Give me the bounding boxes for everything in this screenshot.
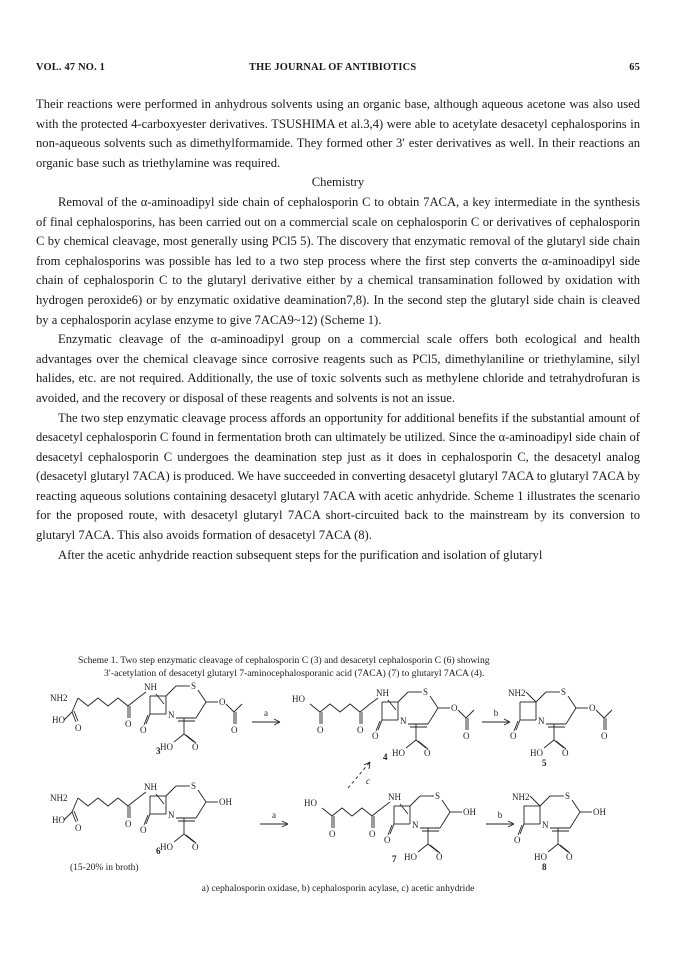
ester-o-label: O [219,697,226,707]
arrow-head [282,821,288,824]
carbonyl-o-label: O [140,725,147,735]
arrow-head [274,722,280,725]
carboxyl-ho-label: HO [160,842,173,852]
chain-o-label: O [75,823,82,833]
bond-line [540,796,550,806]
running-header [36,62,640,78]
carbonyl-o-label: O [514,835,521,845]
bond-chain [78,798,138,806]
arrow-label-b: b [497,810,503,820]
amine-label: NH2 [512,792,530,802]
reaction-scheme [30,680,650,880]
bond-line [570,812,580,828]
ring-n-label: N [538,716,545,726]
sulfur-label: S [561,687,567,697]
scheme-caption-line-1: Scheme 1. Two step enzymatic cleavage of cephalosporin C (3) and desacetyl cephalosporin C (6) showing [78,655,490,666]
bond-line [558,844,568,852]
ring-n-label: N [168,810,175,820]
scheme-footnote: a) cephalosporin oxidase, b) cephalosporin acylase, c) acetic anhydride [201,883,475,894]
carbonyl-o-label: O [510,731,517,741]
bond-line [530,796,540,806]
amine-label: NH2 [50,793,68,803]
ring-n-label: N [542,820,549,830]
carboxyl-o-label: O [562,748,569,758]
bond-line [388,700,396,710]
carbonyl-o-label: O [384,835,391,845]
bond-line [226,704,234,712]
ring-n-label: N [400,716,407,726]
reaction-scheme-svg [30,680,650,880]
carbonyl-o-label: O [372,731,379,741]
carboxyl-ho-label: HO [534,852,547,862]
arrow-head [274,719,280,722]
bond-line [428,844,438,852]
amide-o-label: O [357,725,364,735]
bond-chain [310,704,370,712]
bond-line [416,740,426,748]
acid-ho-label: HO [304,798,317,808]
bond-line [64,712,72,720]
carboxyl-ho-label: HO [392,748,405,758]
bond-line [198,790,206,802]
ester-carbonyl-o-label: O [231,725,238,735]
carbonyl-o-label: O [140,825,147,835]
bond-chain [322,808,382,816]
carboxyl-o-label: O [436,852,443,862]
carboxyl-o-label: O [566,852,573,862]
bond-chain [78,698,138,706]
acid-o-label: O [329,829,336,839]
arrow-head [508,821,514,824]
amide-o-label: O [125,819,132,829]
bond-line [196,702,206,718]
ester-carbonyl-o-label: O [463,731,470,741]
bond-line [596,710,604,718]
paragraph-4: The two step enzymatic cleavage process affords an opportunity for additional benefits if the substantial amount of desacetyl cephalosporin C found in fermentation broth can ultimately be utilized. Since the α-aminoadipyl side chain of desacetyl cephalosporin C undergoes the deamination step just as it does in cephalosporin C, the desacetyl analog (desacetyl glutaryl 7ACA) is produced. We have succeeded in converting desacetyl glutaryl 7ACA to glutaryl 7ACA by reacting aqueous solutions containing desacetyl glutaryl 7ACA with acetic anhydride. Scheme 1 illustrates the scenario for the proposed route, with desacetyl glutaryl 7ACA short-circuited back to the mainstream by its conversion to glutaryl 7ACA. This also avoids formation of desacetyl 7ACA (8). [36,410,640,543]
carboxyl-ho-label: HO [160,742,173,752]
sulfur-label: S [565,791,571,801]
arrow-head [504,719,510,722]
amide-nh-label: NH [144,682,157,692]
bond-line [548,844,558,852]
bond-line [138,692,146,698]
bond-line [604,710,612,718]
sulfur-label: S [423,687,429,697]
carboxyl-o-label: O [192,842,199,852]
ester-carbonyl-o-label: O [601,731,608,741]
compound-number-5: 5 [542,758,547,768]
amide-nh-label: NH [376,688,389,698]
bond-line [410,796,420,806]
bond-line [458,710,466,718]
arrow-head [504,722,510,725]
bond-line [198,690,206,702]
bond-line [440,812,450,828]
bond-line [418,844,428,852]
bond-line [442,800,450,812]
paragraph-2: Removal of the α-aminoadipyl side chain of cephalosporin C to obtain 7ACA, a key intermediate in the synthesis of final cephalosporins, has been carried out on a commercial scale on cephalosporin C or derivatives of cephalosporin C by chemical cleavage, most generally using PCl5 5). The discovery that enzymatic removal of the glutaryl side chain from cephalosporins was possible has led to a two step process where the first step converts the α-aminoadipyl side chain of cephalosporin C to the glutaryl derivative either by a chemical transamination followed by oxidation with hydrogen peroxide6) or by enzymatic oxidative deamination7,8). In the second step the glutaryl side chain is cleaved by a cephalosporin acylase enzyme to give 7ACA9~12) (Scheme 1). [36,194,640,327]
carboxyl-o-label: O [192,742,199,752]
bond-line [174,834,184,842]
scheme-caption [78,655,638,680]
arrow-label-a: a [272,810,276,820]
bond-line [536,692,546,702]
bond-line [428,708,438,724]
article-body [36,95,640,565]
acid-o-label: O [317,725,324,735]
bond-line [370,698,378,704]
bond-line [526,692,536,702]
amide-nh-label: NH [388,792,401,802]
hydroxyl-label: OH [463,807,476,817]
carboxyl-o-label: O [424,748,431,758]
amide-o-label: O [125,719,132,729]
broth-note: (15-20% in broth) [70,863,139,873]
section-heading-chemistry: Chemistry [311,175,365,190]
chain-o-label: O [75,723,82,733]
paragraph-1: Their reactions were performed in anhydrous solvents using an organic base, although aqueous acetone was also used with the protected 4-carboxyester derivatives. TSUSHIMA et al.3,4) were able to acetylate desacetyl cephalosporins in non-aqueous solvents such as dimethylformamide. They formed other 3′ ester derivatives as well. In their reactions an organic base such as triethylamine was required. [36,97,640,170]
amine-label: NH2 [508,688,526,698]
bond-line [554,740,564,748]
chain-ho-label: HO [52,815,65,825]
sulfur-label: S [191,681,197,691]
bond-line [568,696,576,708]
arrow-label-c: c [366,776,370,786]
paragraph-5: After the acetic anhydride reaction subsequent steps for the purification and isolation of glutaryl [58,547,543,562]
ring-n-label: N [412,820,419,830]
bond-line [566,708,576,724]
paragraph-3: Enzymatic cleavage of the α-aminoadipyl group on a commercial scale offers both ecological and health advantages over the chemical cleavage since corrosive reagents such as PCl5, dimethylaniline or triethylamine, silyl halides, etc. are not required. Additionally, the use of toxic solvents such as methylene chloride and tetrahydrofuran is avoided, and the recovery or disposal of these reagents and solvents is not an issue. [36,332,640,405]
journal-title: THE JOURNAL OF ANTIBIOTICS [249,62,417,73]
bond-line [382,802,390,808]
bond-line [544,740,554,748]
bond-line [138,792,146,798]
amine-label: NH2 [50,693,68,703]
sulfur-label: S [435,791,441,801]
bond-line [174,734,184,742]
bond-line [156,694,164,704]
acid-ho-label: HO [292,694,305,704]
amide-o-label: O [369,829,376,839]
carboxyl-ho-label: HO [404,852,417,862]
bond-line [400,804,408,814]
bond-line [166,786,176,796]
bond-line [64,812,72,820]
bond-line [234,704,242,712]
arrow-head [282,824,288,827]
bond-line [572,800,580,812]
volume-number: VOL. 47 NO. 1 [36,62,106,73]
bond-line [166,686,176,696]
arrow-label-a: a [264,708,268,718]
arrow-head [508,824,514,827]
hydroxyl-label: OH [219,797,232,807]
ester-o-label: O [451,703,458,713]
compound-number-7: 7 [392,854,397,864]
scheme-caption-line-2: 3′-acetylation of desacetyl glutaryl 7-aminocephalosporanic acid (7ACA) (7) to glutaryl 7ACA (4). [104,667,485,679]
bond-line [184,734,194,742]
ring-n-label: N [168,710,175,720]
bond-line [184,834,194,842]
arrow-label-b: b [493,708,499,718]
bond-line [196,802,206,818]
compound-number-3: 3 [156,746,161,756]
bond-line [156,794,164,804]
bond-line [72,698,78,712]
chain-ho-label: HO [52,715,65,725]
compound-number-4: 4 [383,752,388,762]
page-number: 65 [629,62,640,73]
bond-line [430,696,438,708]
hydroxyl-label: OH [593,807,606,817]
sulfur-label: S [191,781,197,791]
bond-line [406,740,416,748]
amide-nh-label: NH [144,782,157,792]
compound-number-6: 6 [156,846,161,856]
bond-line [72,798,78,812]
ester-o-label: O [589,703,596,713]
compound-number-8: 8 [542,862,547,872]
bond-line [398,692,408,702]
carboxyl-ho-label: HO [530,748,543,758]
bond-line [466,710,474,718]
